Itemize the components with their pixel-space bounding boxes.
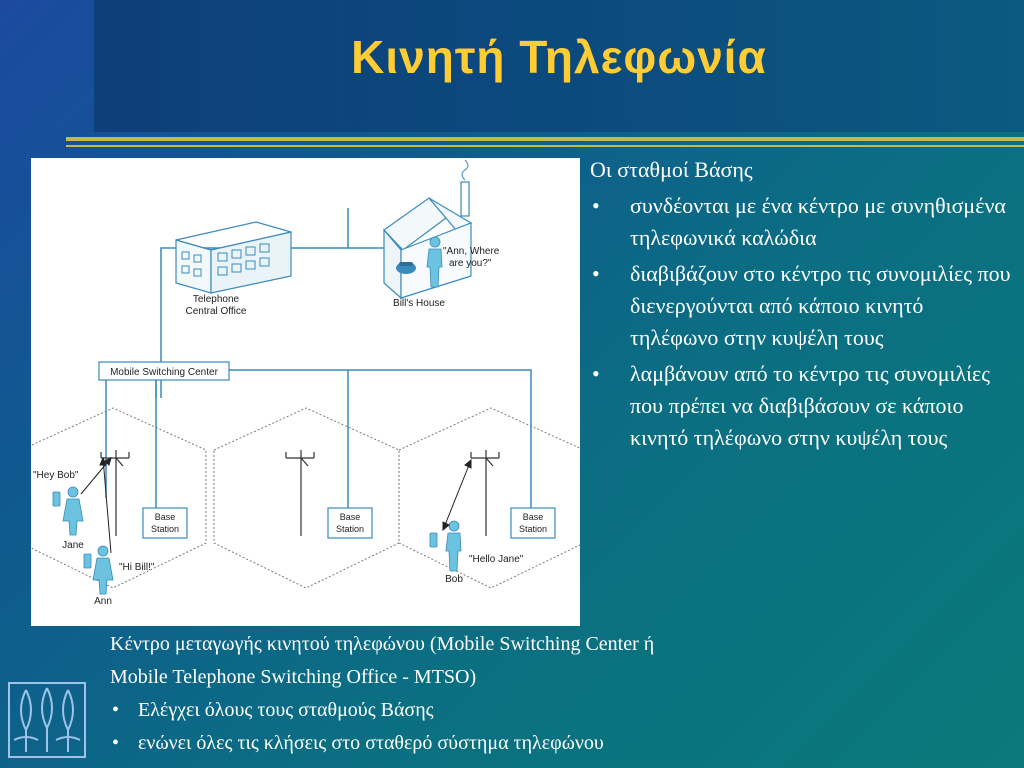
list-item: • διαβιβάζουν στο κέντρο τις συνομιλίες που διενεργούνται από κάποιο κινητό τηλέφωνο στην κυψέλη τους: [590, 258, 1015, 354]
svg-text:Base: Base: [522, 512, 544, 522]
base-station-left: [143, 508, 187, 538]
cell-phone-icon: [53, 492, 60, 506]
bills-house-label: Bill's House: [393, 298, 445, 309]
hello-jane-label: "Hello Jane": [469, 554, 524, 565]
hi-bill-label: "Hi Bill!": [119, 562, 155, 573]
msc-label: Mobile Switching Center: [110, 367, 218, 378]
base-stations-heading: Οι σταθμοί Βάσης: [590, 157, 753, 182]
jane-label: Jane: [62, 540, 84, 551]
svg-text:Station: Station: [335, 524, 365, 534]
list-item: • ενώνει όλες τις κλήσεις στο σταθερό σύστημα τηλεφώνου: [110, 727, 1010, 760]
central-office-label-2: Central Office: [185, 306, 247, 317]
house-icon: [384, 160, 471, 298]
base-stations-text: [590, 154, 1015, 454]
bob-label: Bob: [445, 574, 463, 585]
ann-where-line2: are you?": [449, 258, 492, 269]
cellular-network-diagram: [31, 158, 580, 626]
person-jane-icon: [63, 487, 83, 535]
central-office-building-icon: [176, 222, 291, 293]
msc-line-1: Κέντρο μεταγωγής κινητού τηλεφώνου (Mobile Switching Center ή: [110, 633, 655, 655]
hey-bob-label: "Hey Bob": [33, 470, 79, 481]
svg-text:Base: Base: [154, 512, 176, 522]
accent-rule-top: [66, 137, 1024, 141]
bullet: •: [112, 699, 120, 721]
ann-where-line1: "Ann, Where: [443, 246, 500, 257]
antenna-icon: [471, 450, 499, 536]
base-station-right: [511, 508, 555, 538]
antenna-icon: [286, 450, 314, 536]
svg-text:Station: Station: [518, 524, 548, 534]
cell-phone-icon: [430, 533, 437, 547]
ann-label: Ann: [94, 596, 112, 607]
desk-phone-icon: [396, 262, 416, 274]
svg-text:Base: Base: [339, 512, 361, 522]
list-item: • Ελέγχει όλους τους σταθμούς Βάσης: [110, 694, 1010, 727]
msc-line-2: Mobile Telephone Switching Office - MTSO): [110, 666, 477, 688]
msc-list: [110, 694, 1010, 760]
person-ann-icon: [93, 546, 113, 594]
bullet: •: [592, 361, 600, 386]
central-office-label-1: Telephone: [192, 294, 240, 305]
list-item: • συνδέονται με ένα κέντρο με συνηθισμένα τηλεφωνικά καλώδια: [590, 190, 1015, 254]
svg-text:Station: Station: [150, 524, 180, 534]
slide-title: Κινητή Τηλεφωνία: [351, 31, 767, 83]
signal-arrow-right: [443, 460, 471, 530]
cell-phone-icon: [84, 554, 91, 568]
base-station-middle: [328, 508, 372, 538]
msc-description: [110, 628, 1010, 760]
accent-rule-bottom: [66, 145, 1024, 147]
list-item: • λαμβάνουν από το κέντρο τις συνομιλίες που πρέπει να διαβιβάσουν σε κάποιο κινητό τηλέφωνο στην κυψέλη τους: [590, 358, 1015, 454]
base-stations-list: [590, 190, 1015, 454]
person-bob-icon: [446, 521, 461, 571]
university-logo-icon: [6, 680, 88, 760]
bullet: •: [112, 732, 120, 754]
bullet: •: [592, 193, 600, 218]
bullet: •: [592, 261, 600, 286]
